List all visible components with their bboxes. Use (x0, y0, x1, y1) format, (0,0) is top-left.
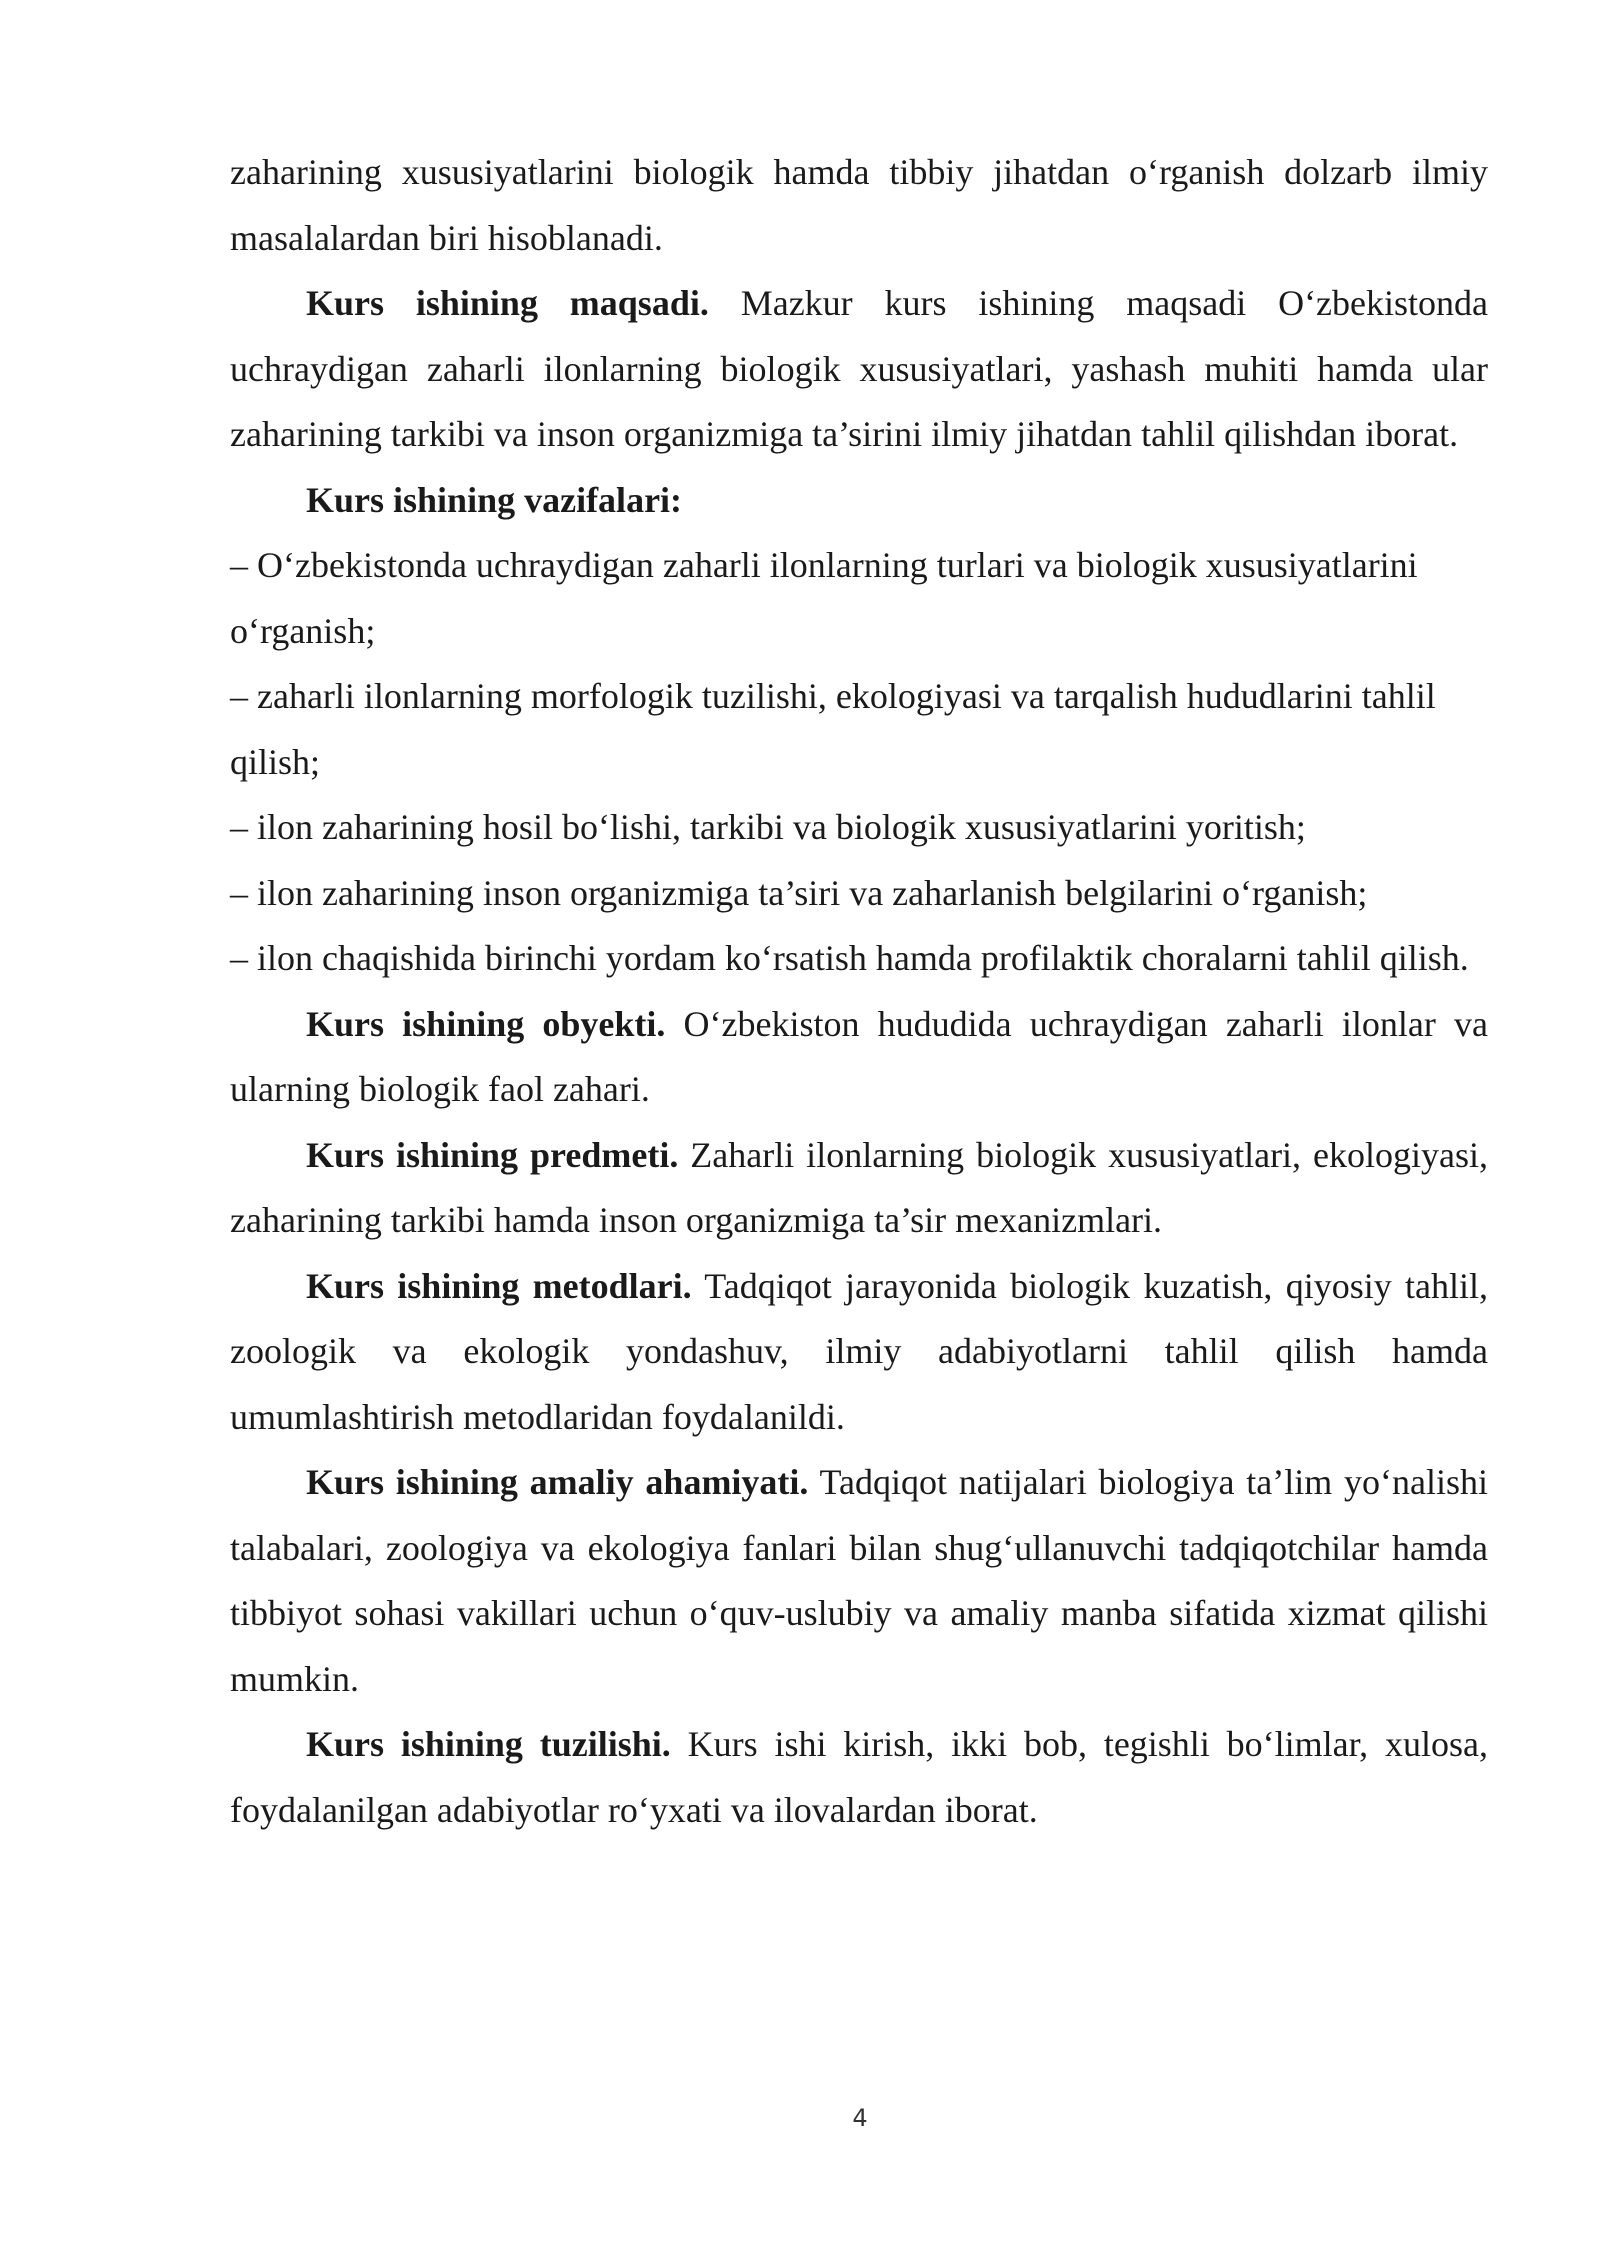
structure-text: Kurs ishi kirish, ikki bob, tegishli bo‘limlar, xulosa, foydalanilgan adabiyotlar ro‘yxati va ilovalardan iborat. (230, 1724, 1488, 1830)
methods-heading: Kurs ishining metodlari. (306, 1265, 692, 1306)
tasks-heading: Kurs ishining vazifalari: (306, 479, 683, 520)
object-heading: Kurs ishining obyekti. (306, 1003, 666, 1044)
methods-text: Tadqiqot jarayonida biologik kuzatish, qiyosiy tahlil, zoologik va ekologik yondashuv, ilmiy adabiyotlarni tahlil qilish hamda umumlashtirish metodlaridan foydalanildi. (230, 1265, 1488, 1437)
task-item: – ilon zaharining inson organizmiga ta’siri va zaharlanish belgilarini o‘rganish; (230, 872, 1368, 913)
goal-heading: Kurs ishining maqsadi. (306, 283, 709, 323)
structure-paragraph (230, 1712, 1488, 1843)
tasks-list (230, 533, 1488, 992)
goal-paragraph (230, 271, 1488, 468)
methods-paragraph (230, 1254, 1488, 1451)
task-item: – zaharli ilonlarning morfologik tuzilishi, ekologiyasi va tarqalish hududlarini tahlil qilish; (230, 676, 1436, 782)
document-body (230, 140, 1488, 1843)
goal-text: Mazkur kurs ishining maqsadi O‘zbekistonda uchraydigan zaharli ilonlarning biologik xususiyatlari, yashash muhiti hamda ular zaharining tarkibi va inson organizmiga ta’sirini ilmiy jihatdan tahlil qilishdan iborat. (230, 283, 1489, 454)
significance-text: Tadqiqot natijalari biologiya ta’lim yo‘nalishi talabalari, zoologiya va ekologiya fanlari bilan shug‘ullanuvchi tadqiqotchilar hamda tibbiyot sohasi vakillari uchun o‘quv-uslubiy va amaliy manba sifatida xizmat qilishi mumkin. (230, 1462, 1488, 1699)
object-paragraph (230, 992, 1488, 1123)
task-item: – ilon chaqishida birinchi yordam ko‘rsatish hamda profilaktik choralarni tahlil qilish. (230, 938, 1469, 978)
object-text: O‘zbekiston hududida uchraydigan zaharli ilonlar va ularning biologik faol zahari. (230, 1003, 1488, 1109)
subject-paragraph (230, 1123, 1488, 1254)
task-item: – O‘zbekistonda uchraydigan zaharli ilonlarning turlari va biologik xususiyatlarini o‘rganish; (230, 545, 1418, 651)
structure-heading: Kurs ishining tuzilishi. (306, 1724, 671, 1764)
significance-paragraph (230, 1450, 1488, 1712)
subject-text: Zaharli ilonlarning biologik xususiyatlari, ekologiyasi, zaharining tarkibi hamda inson organizmiga ta’sir mexanizmlari. (230, 1134, 1488, 1240)
intro-continuation-paragraph: zaharining xususiyatlarini biologik hamda tibbiy jihatdan o‘rganish dolzarb ilmiy masalalardan biri hisoblanadi. (230, 152, 1488, 258)
task-item: – ilon zaharining hosil bo‘lishi, tarkibi va biologik xususiyatlarini yoritish; (230, 807, 1306, 847)
tasks-heading-paragraph (230, 468, 1488, 534)
page-number: 4 (852, 2104, 868, 2132)
significance-heading: Kurs ishining amaliy ahamiyati. (306, 1462, 809, 1502)
subject-heading: Kurs ishining predmeti. (306, 1134, 679, 1175)
